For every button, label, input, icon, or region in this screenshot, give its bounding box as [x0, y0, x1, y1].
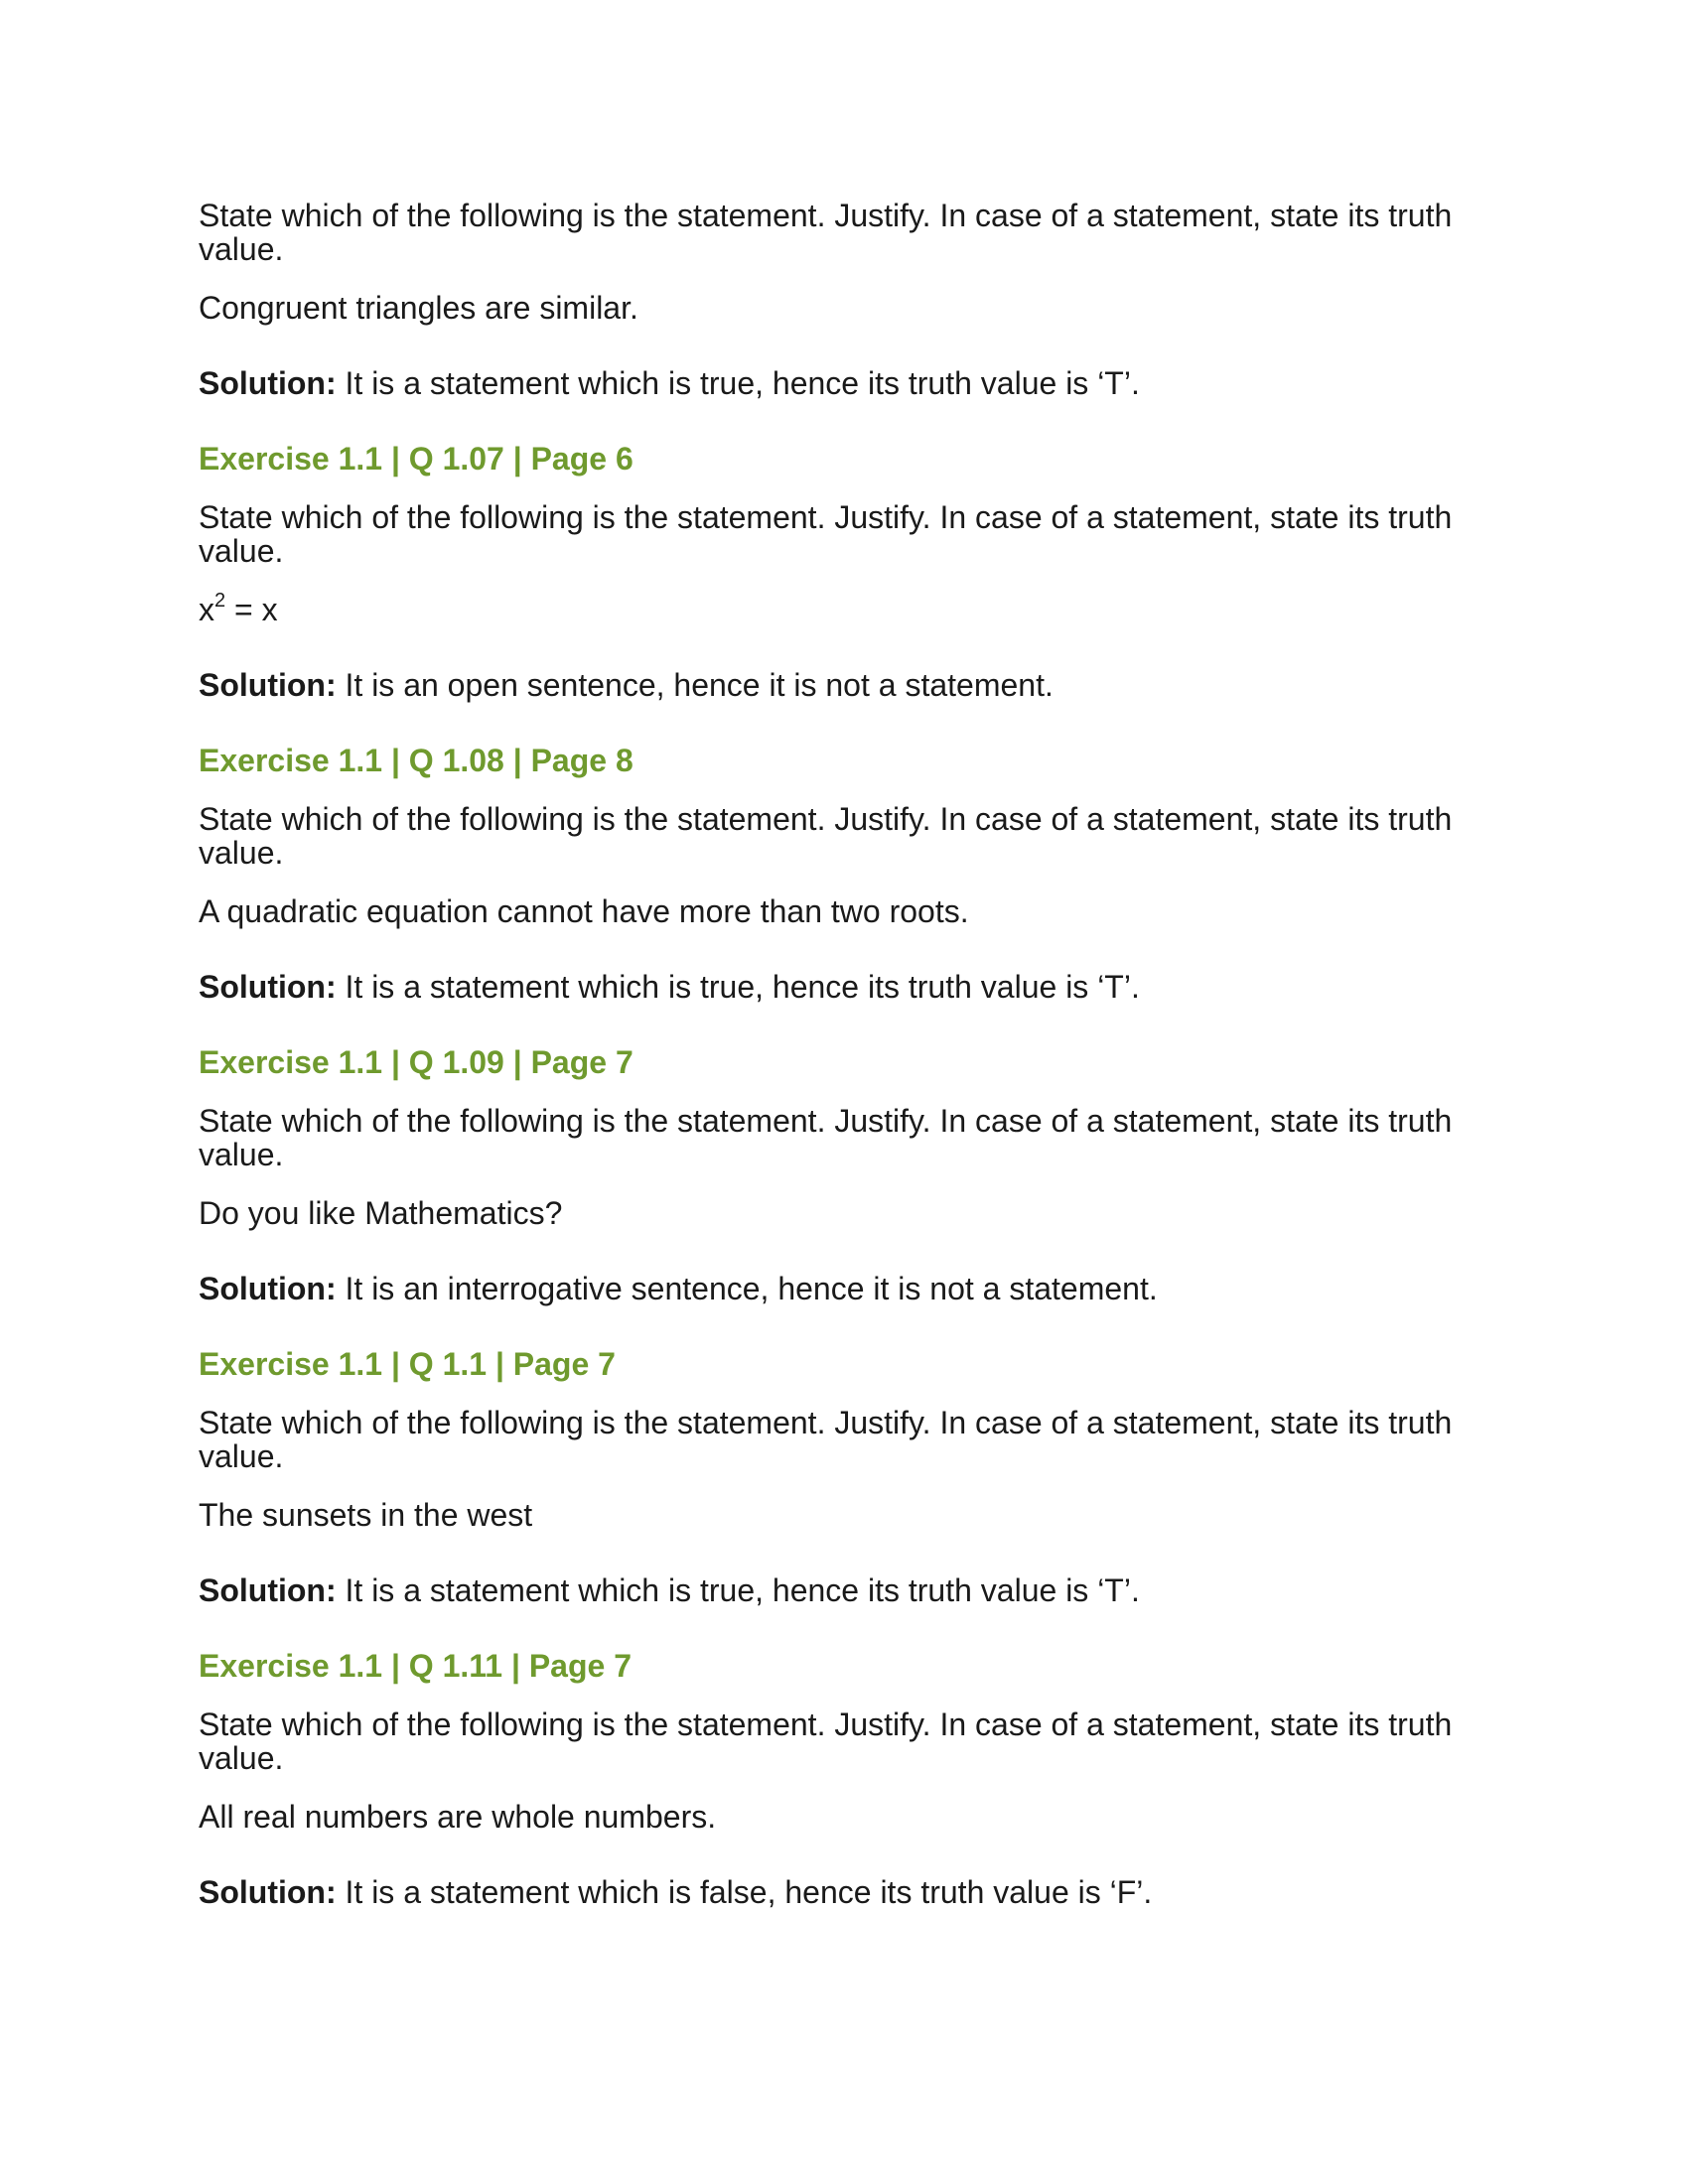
- solution-text: It is an open sentence, hence it is not a statement.: [336, 667, 1054, 703]
- question-block-intro: [199, 199, 1489, 403]
- question-text: State which of the following is the statement. Justify. In case of a statement, state its truth value.: [199, 499, 1453, 569]
- solution: [199, 665, 1489, 705]
- solution-label: Solution:: [199, 1271, 337, 1306]
- question-item: The sunsets in the west: [199, 1497, 533, 1533]
- solution-text: It is a statement which is false, hence its truth value is ‘F’.: [336, 1874, 1153, 1910]
- question-block-1-08: [199, 741, 1489, 1007]
- solution: [199, 1269, 1489, 1308]
- question-text: State which of the following is the statement. Justify. In case of a statement, state its truth value.: [199, 198, 1453, 267]
- document-page: [199, 199, 1489, 1912]
- solution: [199, 1872, 1489, 1912]
- exercise-heading[interactable]: Exercise 1.1 | Q 1.08 | Page 8: [199, 743, 633, 778]
- solution: [199, 363, 1489, 403]
- solution-label: Solution:: [199, 365, 337, 401]
- question-item: [199, 590, 1489, 629]
- question-text: State which of the following is the statement. Justify. In case of a statement, state its truth value.: [199, 1405, 1453, 1474]
- question-text: State which of the following is the statement. Justify. In case of a statement, state its truth value.: [199, 801, 1453, 871]
- solution-text: It is an interrogative sentence, hence it is not a statement.: [336, 1271, 1158, 1306]
- item-rest: = x: [225, 592, 278, 627]
- exercise-heading[interactable]: Exercise 1.1 | Q 1.1 | Page 7: [199, 1346, 616, 1382]
- solution-text: It is a statement which is true, hence its truth value is ‘T’.: [336, 1572, 1140, 1608]
- question-item: Do you like Mathematics?: [199, 1195, 563, 1231]
- question-item: A quadratic equation cannot have more than two roots.: [199, 893, 969, 929]
- solution-label: Solution:: [199, 1572, 337, 1608]
- item-base: x: [199, 592, 214, 627]
- question-block-1-11: [199, 1646, 1489, 1912]
- exercise-heading[interactable]: Exercise 1.1 | Q 1.09 | Page 7: [199, 1044, 633, 1080]
- solution-text: It is a statement which is true, hence its truth value is ‘T’.: [336, 969, 1140, 1005]
- item-superscript: 2: [214, 590, 226, 613]
- question-block-1-07: [199, 439, 1489, 705]
- solution-text: It is a statement which is true, hence its truth value is ‘T’.: [336, 365, 1140, 401]
- question-block-1-09: [199, 1042, 1489, 1308]
- solution-label: Solution:: [199, 1874, 337, 1910]
- solution-label: Solution:: [199, 969, 337, 1005]
- question-text: State which of the following is the statement. Justify. In case of a statement, state its truth value.: [199, 1103, 1453, 1172]
- question-text: State which of the following is the statement. Justify. In case of a statement, state its truth value.: [199, 1706, 1453, 1776]
- solution: [199, 1570, 1489, 1610]
- question-item: Congruent triangles are similar.: [199, 290, 638, 326]
- solution: [199, 967, 1489, 1007]
- exercise-heading[interactable]: Exercise 1.1 | Q 1.11 | Page 7: [199, 1648, 632, 1684]
- question-item: All real numbers are whole numbers.: [199, 1799, 717, 1835]
- exercise-heading[interactable]: Exercise 1.1 | Q 1.07 | Page 6: [199, 441, 633, 477]
- question-block-1-1: [199, 1344, 1489, 1610]
- solution-label: Solution:: [199, 667, 337, 703]
